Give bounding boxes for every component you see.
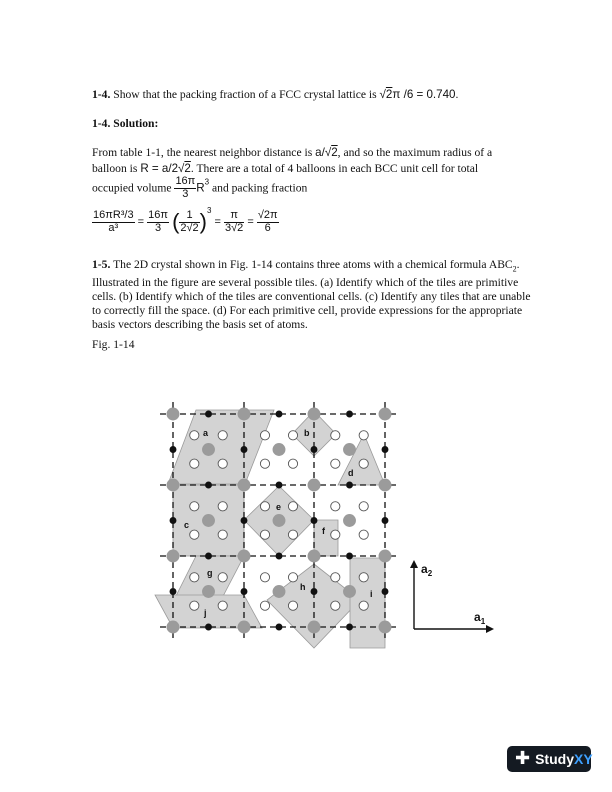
- solution-heading: 1-4. Solution:: [92, 117, 159, 130]
- atom-c: [190, 601, 199, 610]
- atom-c: [260, 431, 269, 440]
- figure-caption: Fig. 1-14: [92, 338, 135, 351]
- atom-a: [203, 444, 215, 456]
- atom-edge: [170, 518, 176, 524]
- atom-edge: [276, 482, 282, 488]
- atom-c: [218, 573, 227, 582]
- atom-c: [359, 459, 368, 468]
- atom-c: [359, 502, 368, 511]
- nn-distance-expr: a/√2: [315, 146, 338, 159]
- atom-a: [344, 586, 356, 598]
- atom-c: [190, 530, 199, 539]
- atom-b-corner: [167, 621, 179, 633]
- problem-text: Show that the packing fraction of a FCC crystal lattice is: [113, 88, 377, 101]
- atom-c: [288, 530, 297, 539]
- atom-edge: [382, 589, 388, 595]
- atom-c: [260, 459, 269, 468]
- atom-a: [203, 515, 215, 527]
- atom-b-corner: [238, 408, 250, 420]
- atom-c: [331, 530, 340, 539]
- atom-edge: [347, 411, 353, 417]
- atom-b-corner: [167, 408, 179, 420]
- problem-1-4-statement: 1-4. Show that the packing fraction of a FCC crystal lattice is √2π /6 = 0.740.: [92, 88, 459, 101]
- atom-c: [288, 601, 297, 610]
- tile-label-e: e: [276, 502, 282, 512]
- atom-b-corner: [167, 479, 179, 491]
- atom-b-corner: [238, 550, 250, 562]
- atom-a: [273, 444, 285, 456]
- atom-c: [331, 431, 340, 440]
- atom-edge: [276, 624, 282, 630]
- tile-label-j: j: [204, 608, 207, 618]
- plus-icon: ✚: [515, 748, 531, 769]
- atom-edge: [206, 411, 212, 417]
- atom-b-corner: [379, 408, 391, 420]
- atom-b-corner: [238, 621, 250, 633]
- atom-b-corner: [238, 479, 250, 491]
- tile-label-d: d: [348, 468, 354, 478]
- tile-label-i: i: [370, 589, 373, 599]
- atom-c: [359, 601, 368, 610]
- solution-line-1: From table 1-1, the nearest neighbor distance is a/√2, and so the maximum radius of a: [92, 146, 493, 159]
- atom-b-corner: [308, 621, 320, 633]
- atom-a: [203, 586, 215, 598]
- a2-arrowhead: [410, 560, 418, 568]
- atom-c: [288, 573, 297, 582]
- atom-b-corner: [308, 408, 320, 420]
- atom-edge: [170, 589, 176, 595]
- atom-c: [288, 431, 297, 440]
- tile-label-c: c: [184, 520, 190, 530]
- atom-a: [273, 586, 285, 598]
- studyxy-watermark[interactable]: [507, 746, 591, 772]
- tile-label-h: h: [300, 582, 306, 592]
- packing-fraction-expr: √2π /6 = 0.740: [379, 88, 456, 101]
- atom-c: [331, 601, 340, 610]
- atom-edge: [311, 518, 317, 524]
- atom-edge: [311, 447, 317, 453]
- tile-label-a: a: [203, 428, 209, 438]
- atom-c: [331, 573, 340, 582]
- atom-edge: [347, 624, 353, 630]
- atom-b-corner: [379, 621, 391, 633]
- atom-c: [260, 502, 269, 511]
- atom-c: [288, 502, 297, 511]
- volume-fraction: $\frac{16\pi}{3}$: [175, 175, 196, 200]
- solution-line-2: balloon is R = a/2√2. There are a total of 4 balloons in each BCC unit cell for total: [92, 162, 479, 175]
- atom-c: [190, 502, 199, 511]
- atom-a: [344, 444, 356, 456]
- atom-b-corner: [379, 479, 391, 491]
- atom-a: [344, 515, 356, 527]
- tile-a: [168, 410, 274, 484]
- atom-b-corner: [379, 550, 391, 562]
- atom-a: [273, 515, 285, 527]
- tile-label-b: b: [304, 428, 310, 438]
- brand-name: StudyXY: [535, 751, 593, 767]
- atom-c: [190, 431, 199, 440]
- atom-edge: [276, 553, 282, 559]
- atom-edge: [206, 553, 212, 559]
- atom-c: [190, 459, 199, 468]
- atom-c: [331, 459, 340, 468]
- atom-c: [288, 459, 297, 468]
- atom-edge: [311, 589, 317, 595]
- atom-c: [218, 431, 227, 440]
- atom-edge: [241, 518, 247, 524]
- atom-edge: [206, 624, 212, 630]
- atom-c: [218, 502, 227, 511]
- atom-c: [260, 601, 269, 610]
- radius-expr: R = a/2√2: [140, 162, 191, 175]
- solution-line-3: occupied volume $\frac{16\pi}{3}$ $R^3$ and packing fraction: [92, 175, 308, 200]
- a1-arrowhead: [486, 625, 494, 633]
- problem-1-5: 1-5. The 2D crystal shown in Fig. 1-14 contains three atoms with a chemical formula $ABC_2$. Illustrated in the figure are several possible tiles. (a) Identify which of the tiles are primitive cells. (b) Identify which of the tiles are conventional cells. (c) Identify any tiles that are unable to correctly fill the space. (d) For each primitive cell, provide expressions for the appropriate basis vectors describing the basis set of atoms.: [92, 258, 531, 332]
- atom-c: [260, 573, 269, 582]
- atom-edge: [170, 447, 176, 453]
- atom-c: [359, 431, 368, 440]
- atom-b-corner: [308, 550, 320, 562]
- atom-c: [359, 573, 368, 582]
- atom-b-corner: [308, 479, 320, 491]
- atom-c: [190, 573, 199, 582]
- atom-edge: [241, 447, 247, 453]
- packing-fraction-equation: $\frac{\text{16πR³/3}}{\text{a³}}$ = $\frac{16\pi}{3}$ ( $\frac{1}{2√2}$ )$^3$ = $\frac{\pi}{3√2}$ = $\frac{√2\pi}{6}$: [93, 206, 278, 235]
- axis-a2-label: $a_2$: [421, 562, 433, 578]
- atom-c: [218, 459, 227, 468]
- tile-label-g: g: [207, 568, 213, 578]
- atom-edge: [206, 482, 212, 488]
- atom-c: [218, 601, 227, 610]
- atom-c: [260, 530, 269, 539]
- atom-c: [218, 530, 227, 539]
- atom-edge: [347, 482, 353, 488]
- atom-edge: [276, 411, 282, 417]
- problem-label: 1-4.: [92, 88, 111, 101]
- axis-a1-label: $a_1$: [474, 610, 486, 626]
- atom-edge: [347, 553, 353, 559]
- atom-edge: [382, 518, 388, 524]
- tile-label-f: f: [322, 526, 325, 536]
- atom-b-corner: [167, 550, 179, 562]
- atom-edge: [241, 589, 247, 595]
- atom-edge: [382, 447, 388, 453]
- atom-c: [331, 502, 340, 511]
- atom-c: [359, 530, 368, 539]
